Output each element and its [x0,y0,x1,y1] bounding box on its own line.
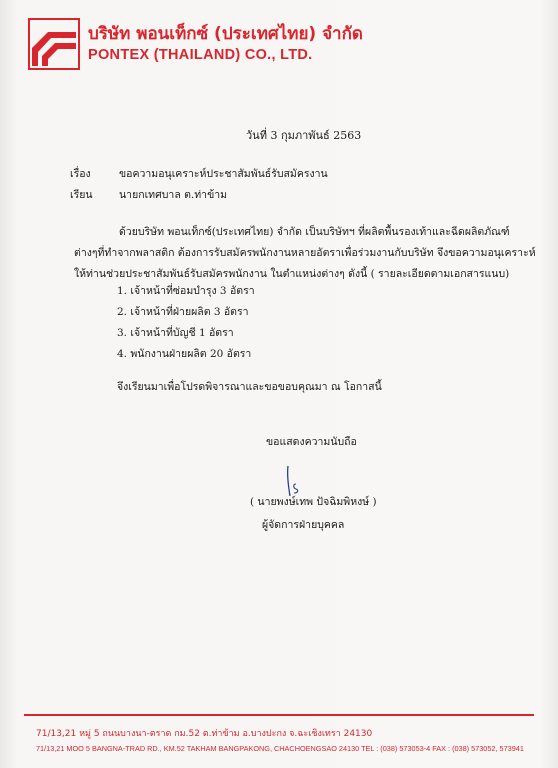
company-logo [28,18,80,70]
regards: ขอแสดงความนับถือ [266,436,357,448]
position-item: 3. เจ้าหน้าที่บัญชี 1 อัตรา [117,327,234,339]
closing-sentence: จึงเรียนมาเพื่อโปรดพิจารณาและขอขอบคุณมา ณ โอกาสนี้ [117,381,382,393]
company-name-english: PONTEX (THAILAND) CO., LTD. [88,47,313,63]
position-item: 4. พนักงานฝ่ายผลิต 20 อัตรา [117,348,252,360]
footer-address-english: 71/13,21 MOO 5 BANGNA-TRAD RD., KM.52 TAKHAM BANGPAKONG, CHACHOENGSAO 24130 TEL : (038) 573053-4 FAX : (038) 573052, 573941 [36,744,524,753]
signer-name: ( นายพงษ์เทพ ปัจฉิมพิหงษ์ ) [250,496,377,508]
company-name-thai: บริษัท พอนเท็กซ์ (ประเทศไทย) จำกัด [88,24,363,44]
body-line-1: ด้วยบริษัท พอนเท็กซ์(ประเทศไทย) จำกัด เป็นบริษัทฯ ที่ผลิตพื้นรองเท้าและฉีดผลิตภัณฑ์ [119,226,510,238]
body-line-3: ให้ท่านช่วยประชาสัมพันธ์รับสมัครพนักงาน ในตำแหน่งต่างๆ ดังนี้ ( รายละเอียดตามเอกสารแนบ) [74,268,510,280]
position-item: 2. เจ้าหน้าที่ฝ่ายผลิต 3 อัตรา [117,306,249,318]
letter-date: วันที่ 3 กุมภาพันธ์ 2563 [246,129,362,142]
footer-address-thai: 71/13,21 หมู่ 5 ถนนบางนา-ตราด กม.52 ต.ท่าข้าม อ.บางปะกง จ.ฉะเชิงเทรา 24130 [36,729,373,739]
signer-title: ผู้จัดการฝ่ายบุคคล [262,519,345,531]
footer-divider [24,714,534,716]
subject-label: เรื่อง [70,168,91,180]
position-item: 1. เจ้าหน้าที่ซ่อมบำรุง 3 อัตรา [117,285,255,297]
recipient-text: นายกเทศบาล ต.ท่าข้าม [119,189,228,201]
recipient-label: เรียน [70,189,93,201]
subject-text: ขอความอนุเคราะห์ประชาสัมพันธ์รับสมัครงาน [119,168,328,180]
body-line-2: ต่างๆที่ทำจากพลาสติก ต้องการรับสมัครพนักงานหลายอัตราเพื่อร่วมงานกับบริษัท จึงขอความอนุเคราะห์ [74,247,536,259]
